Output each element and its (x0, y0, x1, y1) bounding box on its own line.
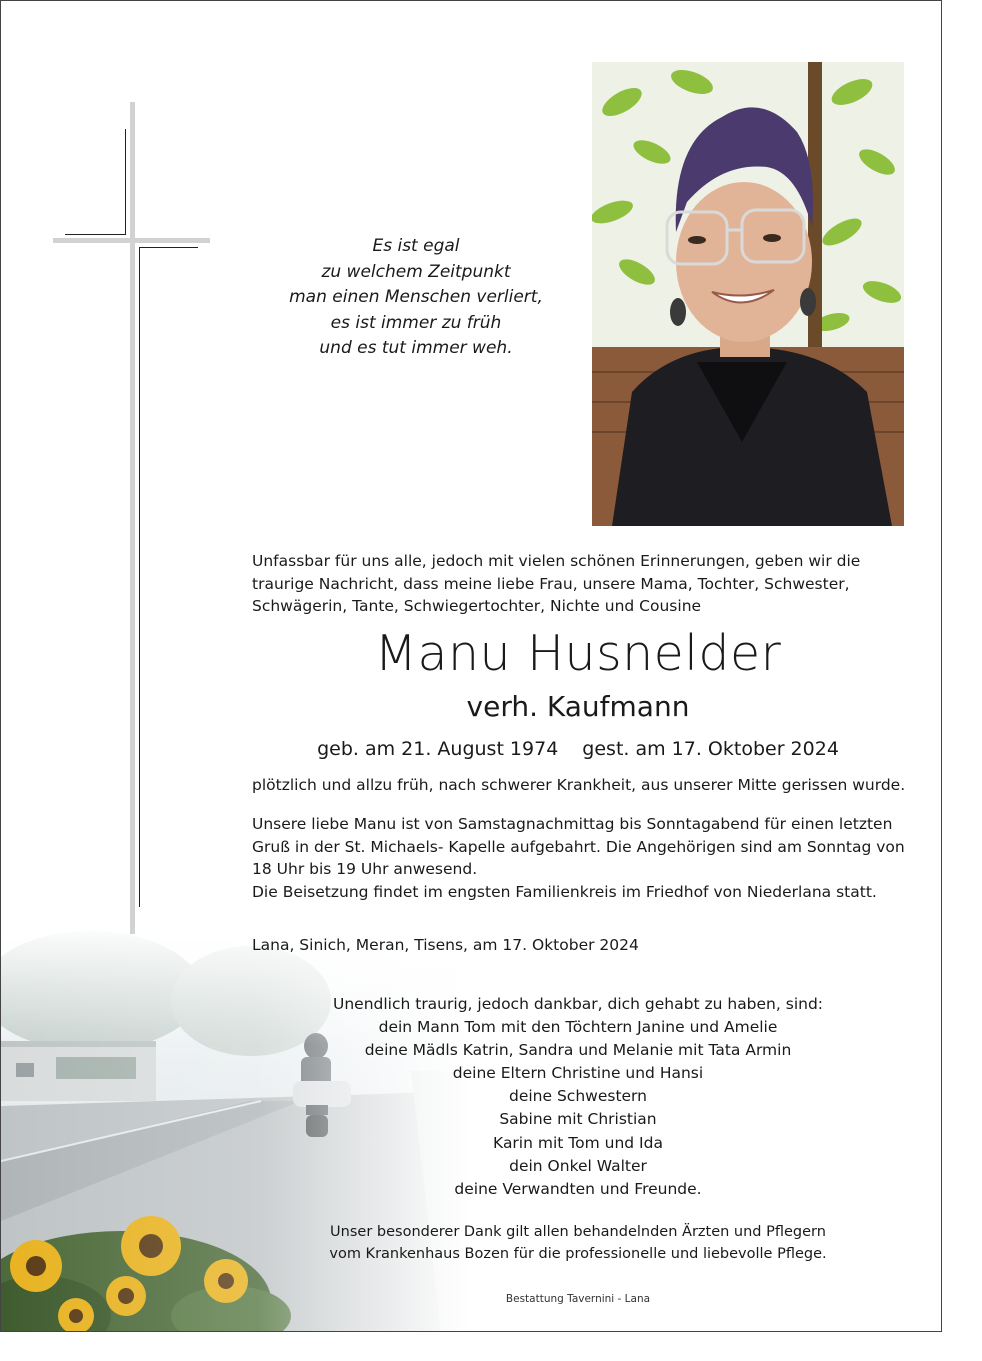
cross-line (65, 234, 126, 235)
details-line: Unsere liebe Manu ist von Samstagnachmittag bis Sonntagabend für einen letzten (252, 815, 893, 833)
mourner-line: Karin mit Tom und Ida (493, 1133, 663, 1152)
married-name: verh. Kaufmann (466, 690, 690, 723)
cross-horizontal-bar (53, 238, 210, 243)
funeral-home-credit: Bestattung Tavernini - Lana (505, 1293, 651, 1305)
place-and-date: Lana, Sinich, Meran, Tisens, am 17. Oktober 2024 (252, 936, 639, 954)
poem-line: es ist immer zu früh (330, 312, 502, 333)
details-line: Gruß in der St. Michaels- Kapelle aufgebahrt. Die Angehörigen sind am Sonntag von (252, 837, 905, 856)
death-date: gest. am 17. Oktober 2024 (582, 738, 839, 760)
cross-vertical-bar (130, 102, 135, 934)
mourners-list (252, 993, 904, 1201)
mourner-line: dein Onkel Walter (509, 1156, 647, 1175)
death-circumstance-text: plötzlich und allzu früh, nach schwerer Krankheit, aus unserer Mitte gerissen wurde. (252, 776, 906, 794)
thanks-text (252, 1221, 904, 1265)
mourner-line: deine Mädls Katrin, Sandra und Melanie mit Tata Armin (364, 1041, 792, 1060)
thanks-line: Unser besonderer Dank gilt allen behandelnden Ärzten und Pflegern (330, 1224, 826, 1240)
mourner-line: Unendlich traurig, jedoch dankbar, dich gehabt zu haben, sind: (332, 995, 824, 1013)
poem-line: und es tut immer weh. (319, 338, 513, 358)
cross-line (139, 247, 198, 248)
thanks-line: vom Krankenhaus Bozen für die professionelle und liebevolle Pflege. (329, 1246, 827, 1262)
poem-line: Es ist egal (372, 236, 460, 256)
poem-line: zu welchem Zeitpunkt (321, 261, 511, 282)
birth-date: geb. am 21. August 1974 (317, 738, 559, 760)
poem-line: man einen Menschen verliert, (289, 287, 543, 307)
mourner-line: Sabine mit Christian (499, 1110, 657, 1129)
poem (261, 234, 571, 362)
mourner-line: deine Eltern Christine und Hansi (452, 1064, 704, 1083)
mourner-line: dein Mann Tom mit den Töchtern Janine und Amelie (378, 1018, 778, 1037)
cross-line (125, 129, 126, 235)
portrait-photo (592, 62, 904, 526)
intro-text: Unfassbar für uns alle, jedoch mit vielen schönen Erinnerungen, geben wir die traurige Nachricht, dass meine liebe Frau, unsere Mama, Tochter, Schwester, Schwägerin, Tante, Schwiegertochter, Nichte und Cousine (252, 552, 861, 615)
deceased-name: Manu Husnelder (374, 625, 782, 682)
mourner-line: deine Schwestern (509, 1087, 647, 1106)
viewing-details (252, 813, 904, 903)
cross-line (139, 247, 140, 907)
details-line: Die Beisetzung findet im engsten Familienkreis im Friedhof von Niederlana statt. (252, 882, 877, 901)
mourner-line: deine Verwandten und Freunde. (454, 1179, 702, 1198)
details-line: 18 Uhr bis 19 Uhr anwesend. (252, 860, 478, 878)
life-dates (252, 735, 904, 763)
